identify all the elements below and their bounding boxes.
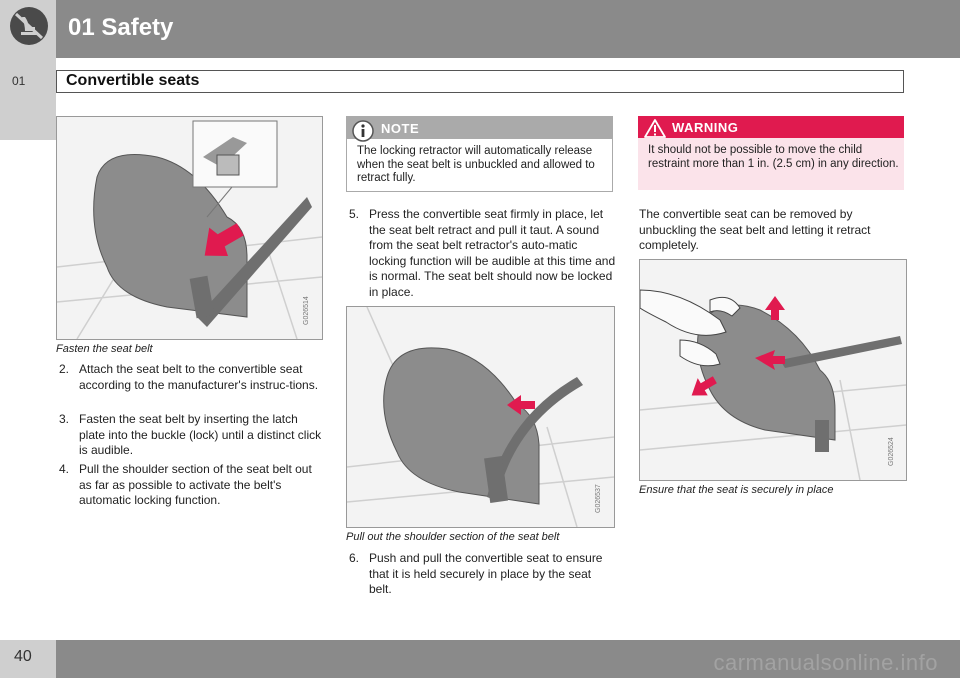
info-icon — [351, 119, 375, 143]
section-title: Convertible seats — [66, 72, 200, 89]
no-child-seat-icon — [8, 5, 50, 47]
step-2: 2. Attach the seat belt to the convertible seat according to the manufacturer's instruc-tions. — [59, 362, 319, 392]
figure-fasten-belt — [56, 116, 323, 340]
chapter-number: 01 — [12, 74, 26, 88]
figure-secure-seat — [639, 259, 907, 481]
page-number: 40 — [14, 648, 32, 665]
warning-triangle-icon — [644, 119, 666, 138]
step-5: 5. Press the convertible seat firmly in place, let the seat belt retract and pull it taut. A sound from the seat belt retractor's auto-matic locking function will be audible at this time and is normal. The seat belt should now be locked in place. — [349, 207, 616, 299]
removal-paragraph: The convertible seat can be removed by unbuckling the seat belt and letting it retract completely. — [639, 207, 871, 252]
secure-seat-illustration — [640, 260, 906, 480]
step-3: 3. Fasten the seat belt by inserting the latch plate into the buckle (lock) until a distinct click is audible. — [59, 412, 322, 457]
figure-code: G026524 — [888, 437, 895, 466]
watermark: carmanualsonline.info — [713, 650, 938, 675]
warning-box — [638, 116, 904, 190]
note-title: NOTE — [381, 121, 420, 136]
step-6: 6. Push and pull the convertible seat to ensure that it is held securely in place by the seat belt. — [349, 551, 603, 596]
warning-text: It should not be possible to move the child restraint more than 1 in. (2.5 cm) in any direction. — [648, 144, 899, 170]
shoulder-belt-illustration — [347, 307, 614, 527]
figure-caption: Pull out the shoulder section of the seat belt — [346, 531, 560, 543]
step-4: 4. Pull the shoulder section of the seat belt out as far as possible to activate the belt's automatic locking function. — [59, 462, 312, 507]
note-text: The locking retractor will automatically release when the seat belt is unbuckled and allowed to retract fully. — [357, 145, 595, 184]
figure-caption: Fasten the seat belt — [56, 343, 153, 355]
warning-title: WARNING — [672, 120, 739, 135]
seat-belt-illustration — [57, 117, 322, 339]
figure-caption: Ensure that the seat is securely in place — [639, 484, 834, 496]
chapter-title: 01 Safety — [68, 14, 174, 41]
note-box — [346, 116, 613, 192]
figure-code: G026537 — [595, 484, 602, 513]
figure-pull-shoulder-belt — [346, 306, 615, 528]
figure-code: G026514 — [303, 296, 310, 325]
